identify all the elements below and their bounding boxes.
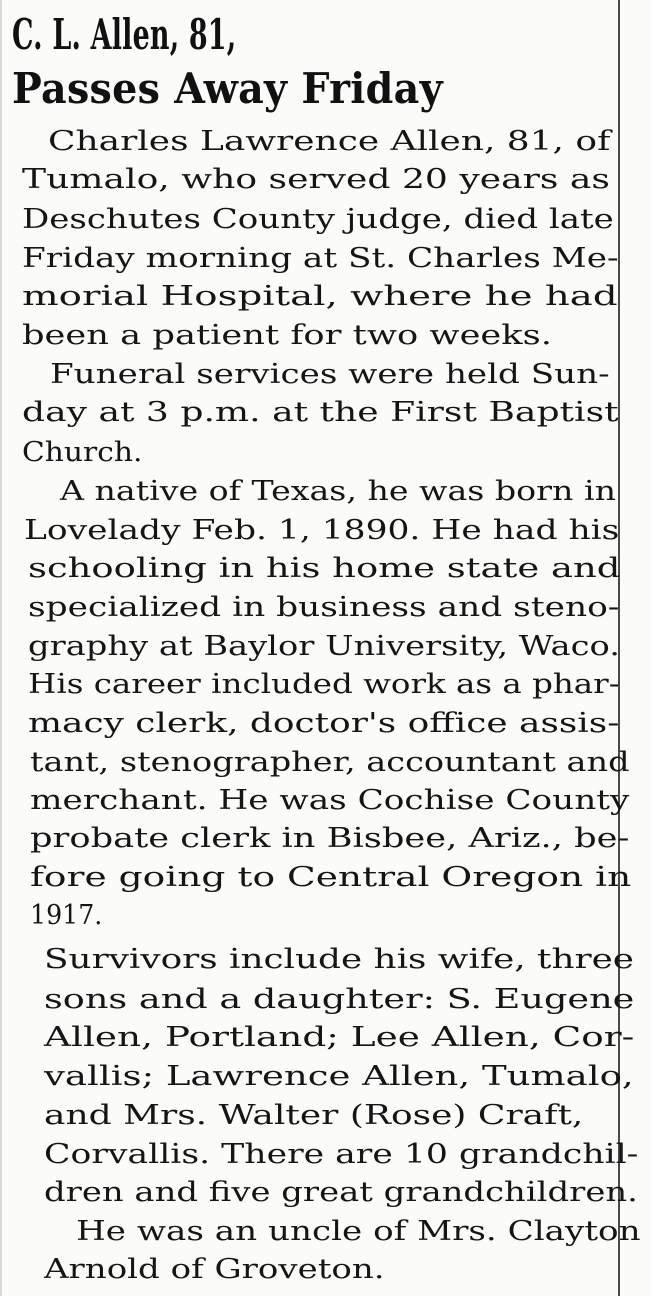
text-line: Arnold of Groveton. xyxy=(44,1254,385,1285)
text-line: Corvallis. There are 10 grandchil- xyxy=(44,1138,639,1170)
text-line: fore going to Central Oregon in xyxy=(30,861,632,893)
text-line: sons and a daughter: S. Eugene xyxy=(44,983,635,1015)
text-line: macy clerk, doctor's office assis- xyxy=(28,708,620,740)
text-line: probate clerk in Bisbee, Ariz., be- xyxy=(30,823,630,855)
text-line: His career included work as a phar- xyxy=(28,668,620,700)
text-line: Charles Lawrence Allen, 81, of xyxy=(48,126,611,157)
text-line: day at 3 p.m. at the First Baptist xyxy=(22,397,619,429)
text-line: He was an uncle of Mrs. Clayton xyxy=(76,1215,641,1247)
text-line: dren and five great grandchildren. xyxy=(44,1177,638,1209)
text-line: Friday morning at St. Charles Me- xyxy=(22,243,619,274)
text-line: tant, stenographer, accountant and xyxy=(30,746,630,778)
text-line: Church. xyxy=(22,436,143,468)
text-line: graphy at Baylor University, Waco. xyxy=(28,630,620,662)
clipping-left-edge xyxy=(0,0,2,1296)
text-line: Funeral services were held Sun- xyxy=(50,359,610,391)
text-line: vallis; Lawrence Allen, Tumalo, xyxy=(44,1061,634,1093)
text-line: Lovelady Feb. 1, 1890. He had his xyxy=(24,514,620,546)
text-line: Allen, Portland; Lee Allen, Cor- xyxy=(44,1021,635,1053)
text-line: specialized in business and steno- xyxy=(28,592,620,624)
headline-line-1: C. L. Allen, 81, xyxy=(12,10,237,59)
text-line: Tumalo, who served 20 years as xyxy=(22,164,610,196)
text-line: Survivors include his wife, three xyxy=(44,944,634,976)
text-line: 1917. xyxy=(30,900,103,932)
text-line: Deschutes County judge, died late xyxy=(22,203,614,235)
text-line: merchant. He was Cochise County xyxy=(30,785,630,816)
text-line: schooling in his home state and xyxy=(28,552,621,584)
text-line: A native of Texas, he was born in xyxy=(60,476,616,508)
text-line: been a patient for two weeks. xyxy=(22,319,552,351)
text-line: morial Hospital, where he had xyxy=(22,281,618,313)
headline-line-2: Passes Away Friday xyxy=(12,64,443,113)
text-line: and Mrs. Walter (Rose) Craft, xyxy=(44,1099,584,1131)
